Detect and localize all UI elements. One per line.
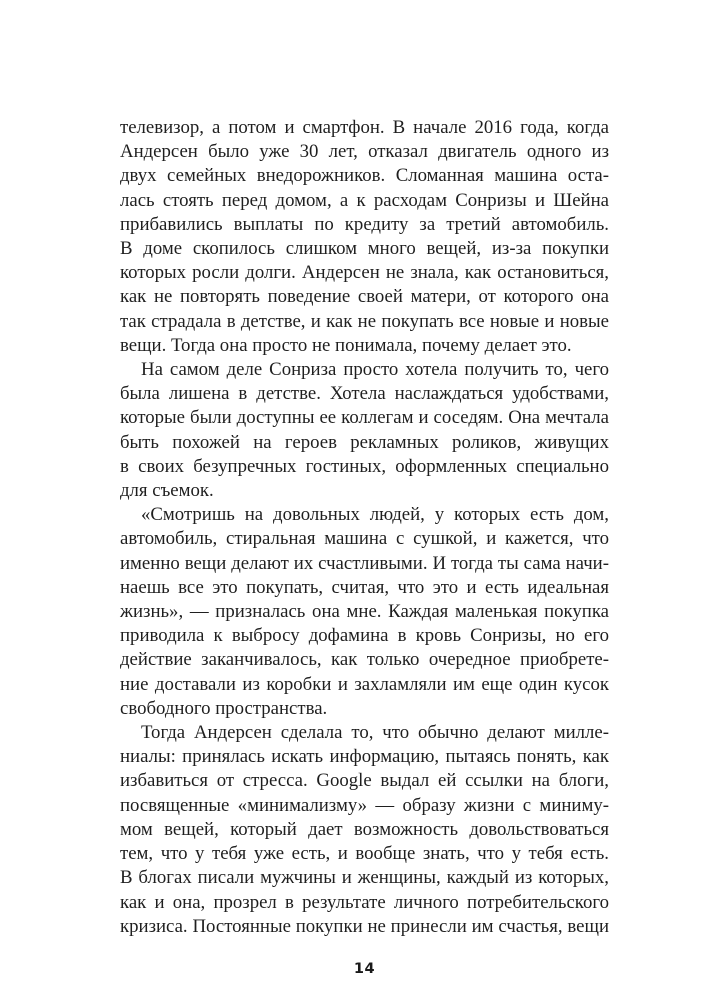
text-line: ние доставали из коробки и захламляли им еще один кусок (120, 673, 609, 695)
text-line: избавиться от стресса. Google выдал ей ссылки на блоги, (120, 770, 609, 792)
text-line: как не повторять поведение своей матери, от которого она (120, 286, 609, 308)
text-line: которые были доступны ее коллегам и соседям. Она мечтала (120, 407, 609, 429)
text-line: лась стоять перед домом, а к расходам Сонризы и Шейна (120, 189, 609, 211)
text-line: В доме скопилось слишком много вещей, из-за покупки (120, 238, 609, 260)
text-line: В блогах писали мужчины и женщины, каждый из которых, (120, 867, 609, 889)
text-line: «Смотришь на довольных людей, у которых есть дом, (141, 504, 609, 526)
text-line: Тогда Андерсен сделала то, что обычно делают милле- (141, 722, 609, 744)
text-line: приводила к выбросу дофамина в кровь Сонризы, но его (120, 625, 609, 647)
text-line: действие заканчивалось, как только очередное приобрете- (120, 649, 609, 671)
text-line: для съемок. (120, 480, 214, 502)
text-line: наешь все это покупать, считая, что это и есть идеальная (120, 576, 609, 598)
text-line: ниалы: принялась искать информацию, пытаясь понять, как (120, 746, 609, 768)
text-line: жизнь», — призналась она мне. Каждая маленькая покупка (120, 601, 609, 623)
text-line: быть похожей на героев рекламных роликов, живущих (120, 431, 609, 453)
text-line: которых росли долги. Андерсен не знала, как остановиться, (120, 262, 609, 284)
text-line: как и она, прозрел в результате личного потребительского (120, 891, 609, 913)
text-line: была лишена в детстве. Хотела наслаждаться удобствами, (120, 383, 609, 405)
text-line: так страдала в детстве, и как не покупать все новые и новые (120, 310, 609, 332)
text-line: мом вещей, который дает возможность довольствоваться (120, 818, 609, 840)
text-line: посвященные «минимализму» — образу жизни с миниму- (120, 794, 609, 816)
text-line: На самом деле Сонриза просто хотела получить то, чего (141, 359, 609, 381)
text-line: прибавились выплаты по кредиту за третий автомобиль. (120, 213, 609, 235)
text-line: двух семейных внедорожников. Сломанная машина оста- (120, 165, 609, 187)
text-line: свободного пространства. (120, 697, 328, 719)
paragraph (120, 503, 609, 721)
text-line: вещи. Тогда она просто не понимала, почему делает это. (120, 334, 572, 356)
text-line: в своих безупречных гостиных, оформленных специально (120, 455, 609, 477)
text-line: телевизор, а потом и смартфон. В начале 2016 года, когда (120, 117, 609, 138)
body-text (120, 116, 609, 939)
paragraph (120, 721, 609, 939)
text-line: тем, что у тебя уже есть, и вообще знать, что у тебя есть. (120, 843, 609, 865)
paragraph (120, 116, 609, 358)
page-number: 14 (353, 961, 376, 977)
text-line: автомобиль, стиральная машина с сушкой, и кажется, что (120, 528, 609, 550)
text-line: именно вещи делают их счастливыми. И тогда ты сама начи- (120, 552, 609, 574)
text-line: Андерсен было уже 30 лет, отказал двигатель одного из (120, 141, 609, 163)
text-line: кризиса. Постоянные покупки не принесли им счастья, вещи (120, 915, 609, 937)
paragraph (120, 358, 609, 503)
